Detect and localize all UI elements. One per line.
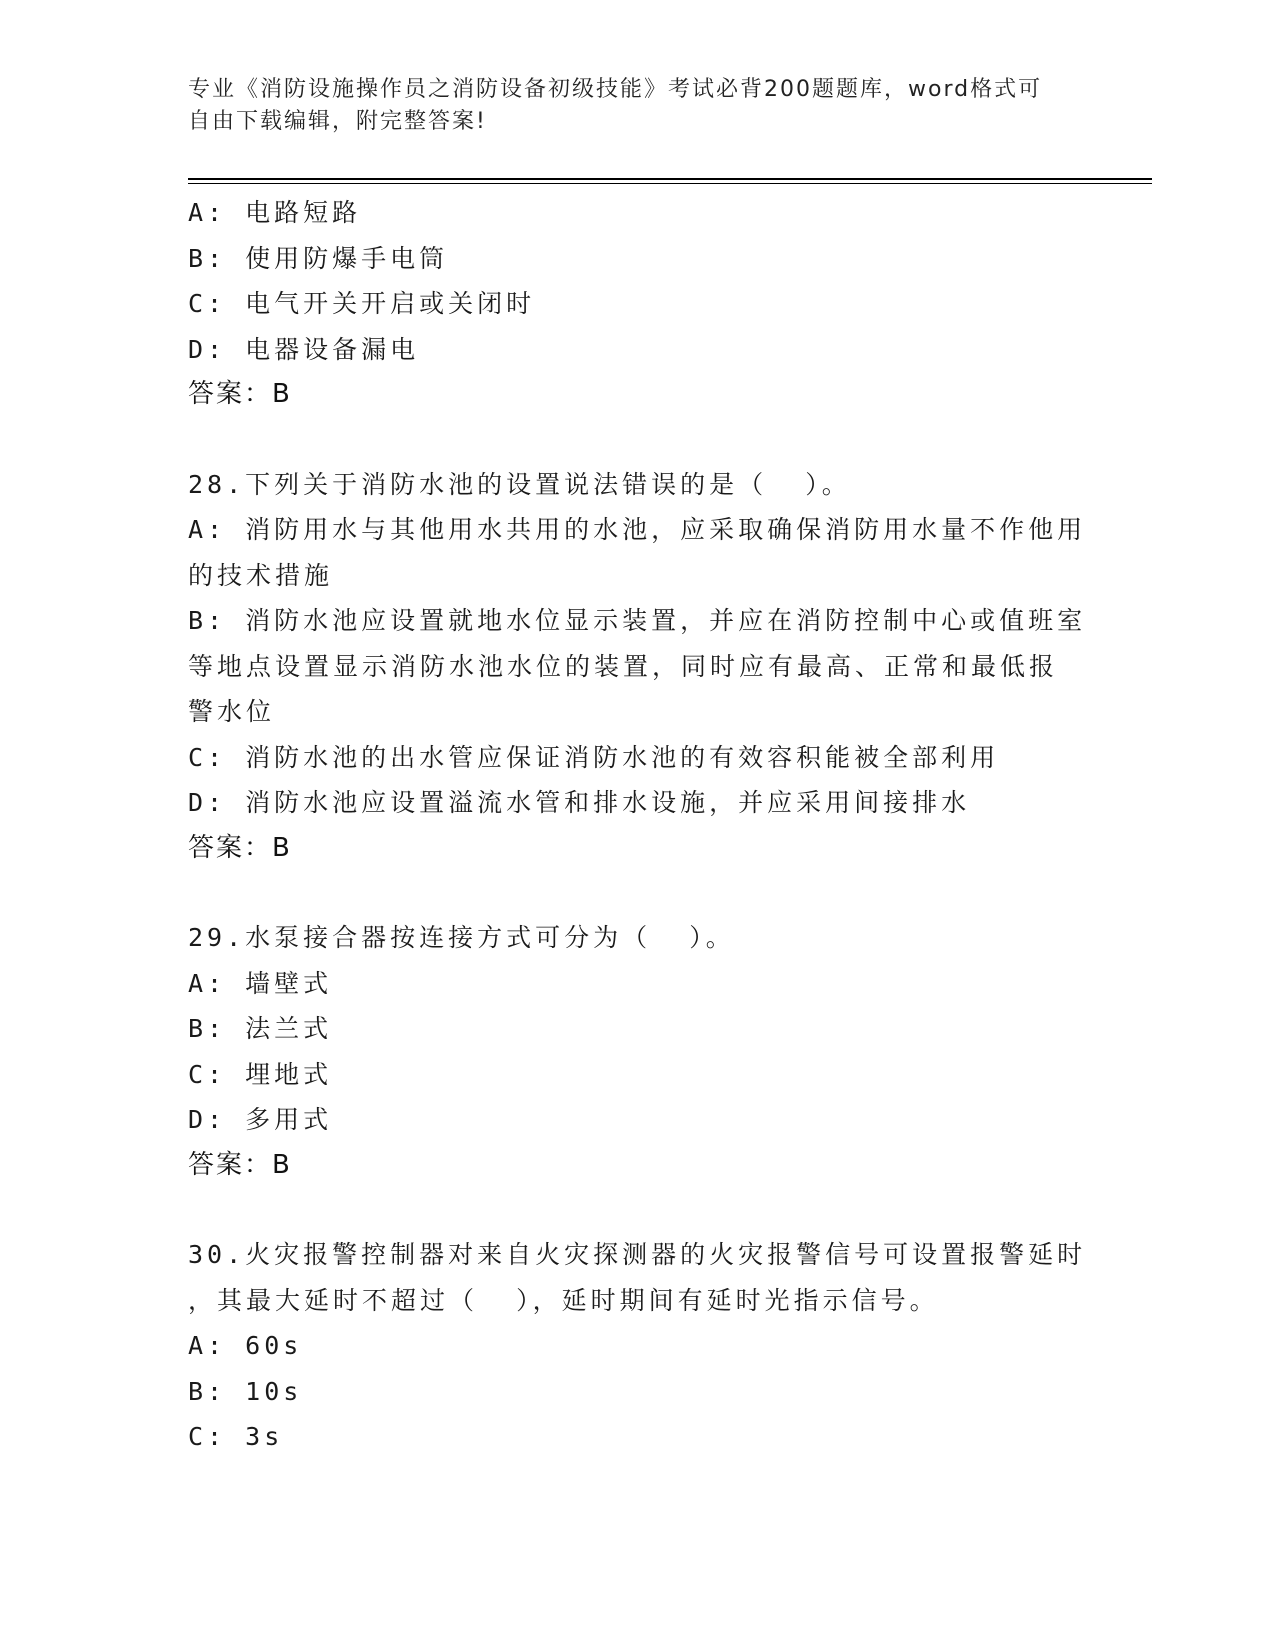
q28-option-c: C: 消防水池的出水管应保证消防水池的有效容积能被全部利用: [188, 742, 1000, 772]
q29-stem: 29.水泵接合器按连接方式可分为（ ）。: [188, 923, 735, 952]
q30-option-b: B: 10s: [188, 1376, 303, 1406]
q29-option-b: B: 法兰式: [188, 1014, 333, 1043]
q29-option-d: D: 多用式: [188, 1105, 333, 1134]
q27-answer: 答案：B: [188, 379, 292, 409]
q28-answer: 答案：B: [188, 832, 292, 863]
header-rule-thick: [188, 178, 1152, 180]
spacer: [188, 871, 1088, 915]
q27-option-d: D: 电器设备漏电: [188, 334, 420, 364]
q29-option-a: A: 墙壁式: [188, 968, 333, 998]
question-29-block: [188, 915, 1088, 1188]
q28-option-b-cont-1: 等地点设置显示消防水池水位的装置，同时应有最高、正常和最低报: [188, 651, 1059, 681]
question-content: [188, 190, 1088, 1460]
q30-option-a: A: 60s: [188, 1331, 303, 1360]
q28-option-b-cont-2: 警水位: [188, 697, 276, 726]
question-28-block: [188, 462, 1088, 872]
q29-option-c: C: 埋地式: [188, 1059, 333, 1089]
q30-stem-line-1: 30.火灾报警控制器对来自火灾探测器的火灾报警信号可设置报警延时: [188, 1240, 1087, 1269]
q28-option-a: A: 消防用水与其他用水共用的水池，应采取确保消防用水量不作他用: [188, 515, 1087, 544]
q29-answer: 答案：B: [188, 1149, 292, 1180]
q28-option-a-cont: 的技术措施: [188, 560, 334, 590]
question-27-block: [188, 190, 1088, 418]
header-line-2: 自由下载编辑，附完整答案!: [188, 109, 487, 134]
q28-stem: 28.下列关于消防水池的设置说法错误的是（ ）。: [188, 469, 851, 499]
q30-option-c: C: 3s: [188, 1422, 284, 1451]
spacer: [188, 418, 1088, 462]
q28-option-d: D: 消防水池应设置溢流水管和排水设施，并应采用间接排水: [188, 788, 971, 817]
spacer: [188, 1188, 1088, 1232]
question-30-block: [188, 1232, 1088, 1460]
q27-option-a: A: 电路短路: [188, 198, 362, 227]
q28-option-b: B: 消防水池应设置就地水位显示装置，并应在消防控制中心或值班室: [188, 606, 1087, 635]
q27-option-b: B: 使用防爆手电筒: [188, 243, 449, 273]
header-line-1: 专业《消防设施操作员之消防设备初级技能》考试必背200题题库，word格式可: [188, 77, 1043, 102]
q30-stem-line-2: ，其最大延时不超过（ ），延时期间有延时光指示信号。: [188, 1285, 939, 1315]
document-header: [188, 74, 1068, 138]
header-rule-thin: [188, 183, 1152, 184]
q27-option-c: C: 电气开关开启或关闭时: [188, 289, 536, 318]
